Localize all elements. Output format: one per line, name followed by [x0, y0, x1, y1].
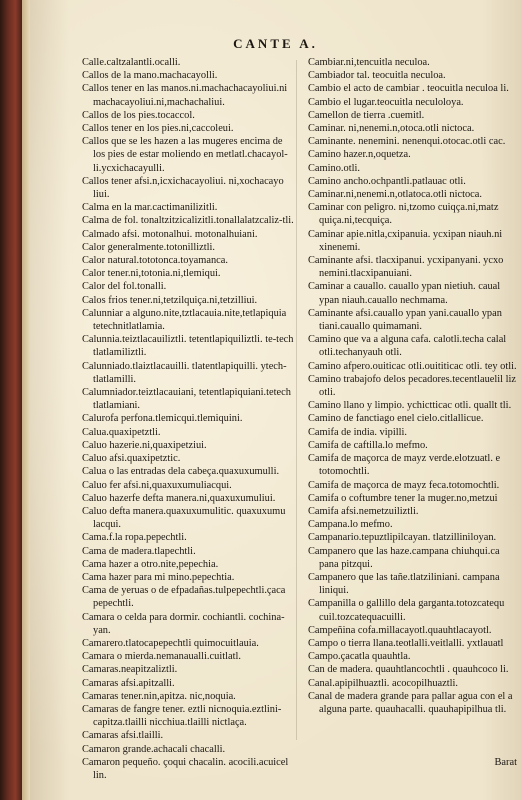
dictionary-entry: Camaras tener.nin,apitza. nic,noquia.	[82, 690, 236, 702]
dictionary-entry: Caminar con peligro. ni,tzomo cuiqça.ni,matz quiça.ni,tecquiça.	[308, 202, 499, 227]
dictionary-entry: Calurofa perfona.tlemicqui.tlemiquini.	[82, 413, 243, 425]
dictionary-entry: Caminar.ni,nenemi.n,otlatoca.otli nictoca.	[308, 189, 482, 201]
dictionary-entry: Caluo hazerfe defta manera.ni,quaxuxumuliui.	[82, 492, 276, 504]
dictionary-entry: Camino.otli.	[308, 162, 360, 174]
dictionary-entry: Camellon de tierra .cuemitl.	[308, 109, 425, 121]
dictionary-entry: Canal.apipilhuaztli. acocopilhuaztli.	[308, 677, 459, 689]
dictionary-entry: Callos tener en los pies.ni,caccoleui.	[82, 123, 234, 135]
dictionary-entry: Calunniar a alguno.nite,tztlacauia.nite,tetlapiquia tetechnitlatlamia.	[82, 307, 287, 333]
dictionary-entry: Camino ancho.ochpantli.patlauac otli.	[308, 175, 466, 187]
right-column	[308, 56, 520, 716]
running-header: CANTE A.	[233, 36, 318, 51]
dictionary-entry: Campeñina cofa.millacayotl.quauhtlacayotl.	[308, 624, 492, 636]
dictionary-entry: Calor natural.tototonca.toyamanca.	[82, 255, 228, 267]
dictionary-entry: Calmado afsi. motonalhui. motonalhuiani.	[82, 228, 258, 240]
dictionary-entry: Canal de madera grande para pallar agua con el a alguna parte. quauhacalli. quauhapipilhua tli.	[308, 690, 513, 715]
dictionary-entry: Campanero que las haze.campana chiuhqui.ca pana pitzqui.	[308, 545, 500, 570]
manuscript-page	[30, 0, 521, 800]
dictionary-entry: Campanilla o gallillo dela garganta.totozcatequ cuil.tozcatequacuilli.	[308, 598, 505, 623]
dictionary-entry: Camino trabajofo delos pecadores.tecentlauelil liz otli.	[308, 373, 517, 399]
dictionary-entry: Cambio el acto de cambiar . teocuitla neculoa li.	[308, 83, 509, 95]
dictionary-entry: Camino de fanctiago enel cielo.citlallicue.	[308, 413, 484, 425]
dictionary-entry: Callos de los pies.tocaccol.	[82, 109, 195, 121]
dictionary-entry: Callos tener en las manos.ni.machachacayoliui.ni machacayoliui.ni,machachaliui.	[82, 83, 288, 108]
dictionary-entry: Camifa de maçorca de mayz verde.elotzuatl. e totomochtli.	[308, 453, 501, 478]
dictionary-entry: Callos de la mano.machacayolli.	[82, 70, 218, 82]
dictionary-entry: Calunniado.tlaiztlacauilli. tlatentlapiquilli. ytech-tlatlamilli.	[82, 360, 287, 385]
dictionary-entry: Calma de fol. tonaltzitzicalizitli.tonallalatzcaliz-tli.	[82, 215, 294, 227]
dictionary-entry: Calunnia.teiztlacauiliztli. tetentlapiquiliztli. te-tech tlatlamiliztli.	[82, 334, 294, 359]
dictionary-entry: Callos que se les hazen a las mugeres encima de los pies de estar moliendo en metlatl.chacayol-li.ycxichacayulli.	[82, 136, 288, 174]
dictionary-entry: Caluo afsi.quaxipetztic.	[82, 453, 181, 465]
dictionary-entry: Caminar a cauallo. cauallo ypan nietiuh. caual ypan niauh.cauallo nechmama.	[308, 281, 501, 306]
book-binding-edge	[0, 0, 22, 800]
dictionary-entry: Cama hazer a otro.nite,pepechia.	[82, 558, 219, 570]
dictionary-entry: Camifa de maçorca de mayz feca.totomochtli.	[308, 479, 500, 491]
dictionary-entry: Cambio el lugar.teocuitla neculoloya.	[308, 96, 464, 108]
dictionary-entry: Calma en la mar.cactimanilizitli.	[82, 202, 218, 214]
dictionary-entry: Camaras afsi.tlailli.	[82, 730, 164, 742]
dictionary-entry: Camifa de india. vipilli.	[308, 426, 407, 438]
dictionary-entry: Calos frios tener.ni,tetzilquiça.ni,tetzilliui.	[82, 294, 258, 306]
dictionary-entry: Camara o celda para dormir. cochiantli. cochina-yan.	[82, 611, 285, 636]
dictionary-entry: Calumniador.teiztlacauiani, tetentlapiquiani.tetech tlatlamiani.	[82, 387, 291, 412]
page-stack-edge	[22, 0, 30, 800]
dictionary-entry: Cama de yeruas o de efpadañas.tulpepechtli.çaca pepechtli.	[82, 585, 286, 610]
dictionary-entry: Calor generalmente.totonilliztli.	[82, 241, 216, 253]
dictionary-entry: Camaras.neapitzaliztli.	[82, 664, 178, 676]
dictionary-entry: Cama.f.la ropa.pepechtli.	[82, 532, 187, 544]
dictionary-entry: Calor del fol.tonalli.	[82, 281, 167, 293]
dictionary-entry: Camaron pequeño. çoqui chacalin. acocili.acuicel lin.	[82, 756, 289, 781]
dictionary-entry: Camifa afsi.nemetzuiliztli.	[308, 505, 419, 517]
dictionary-entry: Calor tener.ni,totonia.ni,tlemiqui.	[82, 268, 221, 280]
dictionary-entry: Campo.çacatla quauhtla.	[308, 651, 411, 663]
dictionary-entry: Camino que va a alguna cafa. calotli.techa calal otli.techanyauh otli.	[308, 334, 507, 359]
dictionary-entry: Cama de madera.tlapechtli.	[82, 545, 196, 557]
dictionary-entry: Camarero.tlatocapepechtli quimocuitlauia.	[82, 637, 259, 649]
dictionary-entry: Camino afpero.ouiticac otli.ouititicac otli. tey otli.	[308, 360, 517, 372]
dictionary-entry: Cambiar.ni,tencuitla neculoa.	[308, 57, 430, 68]
dictionary-entry: Can de madera. quauhtlancochtli . quauhcoco li.	[308, 664, 509, 676]
dictionary-entry: Calle.caltzalantli.ocalli.	[82, 57, 181, 68]
dictionary-entry: Camino llano y limpio. ychictticac otli. quallt tli.	[308, 400, 512, 412]
dictionary-entry: Camara o mierda.nemanaualli.cuitlatl.	[82, 651, 241, 663]
dictionary-entry: Callos tener afsi.n,icxichacayoliui. ni,xochacayo liui.	[82, 175, 284, 201]
dictionary-entry: Camaras de fangre tener. eztli nicnoquia.eztlini-capitza.tlailli nicchiua.tlailli nictlaça.	[82, 703, 282, 729]
dictionary-entry: Caminante. nenemini. nenenqui.otocac.otli cac.	[308, 136, 506, 148]
catchword: Barat	[494, 757, 517, 768]
dictionary-entry: Camaras afsi.apitzalli.	[82, 677, 175, 689]
left-column	[82, 56, 297, 782]
dictionary-entry: Campo o tierra llana.teotlalli.veitlalli. yxtlauatl	[308, 637, 504, 649]
dictionary-entry: Caluo fer afsi.ni,quaxuxumuliacqui.	[82, 479, 232, 491]
dictionary-entry: Caluo defta manera.quaxuxumulitic. quaxuxumu lacqui.	[82, 505, 286, 531]
dictionary-entry: Caminar. ni,nenemi.n,otoca.otli nictoca.	[308, 123, 475, 135]
dictionary-entry: Caminar apie.nitla,cxipanuia. ycxipan niauh.ni xinenemi.	[308, 228, 503, 253]
dictionary-entry: Campanero que las tañe.tlatziliniani. campana liniqui.	[308, 571, 500, 597]
dictionary-entry: Calua.quaxipetztli.	[82, 426, 161, 438]
dictionary-entry: Caluo hazerie.ni,quaxipetziui.	[82, 439, 207, 451]
dictionary-entry: Camino hazer.n,oquetza.	[308, 149, 411, 161]
dictionary-entry: Campanario.tepuztlipilcayan. tlatzilliniloyan.	[308, 532, 497, 544]
dictionary-entry: Caminante afsi. tlacxipanui. ycxipanyani. ycxo nemini.tlacxipanuiani.	[308, 255, 504, 280]
dictionary-entry: Cama hazer para mi mino.pepechtia.	[82, 571, 235, 583]
dictionary-entry: Caminante afsi.cauallo ypan yani.cauallo ypan tiani.cauallo quimamani.	[308, 307, 502, 333]
dictionary-entry: Cambiador tal. teocuitla neculoa.	[308, 70, 446, 82]
dictionary-entry: Calua o las entradas dela cabeça.quaxuxumulli.	[82, 466, 280, 478]
dictionary-entry: Camaron grande.achacali chacalli.	[82, 743, 226, 755]
dictionary-entry: Campana.lo mefmo.	[308, 519, 393, 531]
dictionary-entry: Camifa o coftumbre tener la muger.no,metzui	[308, 492, 498, 504]
dictionary-entry: Camifa de caftilla.lo mefmo.	[308, 439, 428, 451]
